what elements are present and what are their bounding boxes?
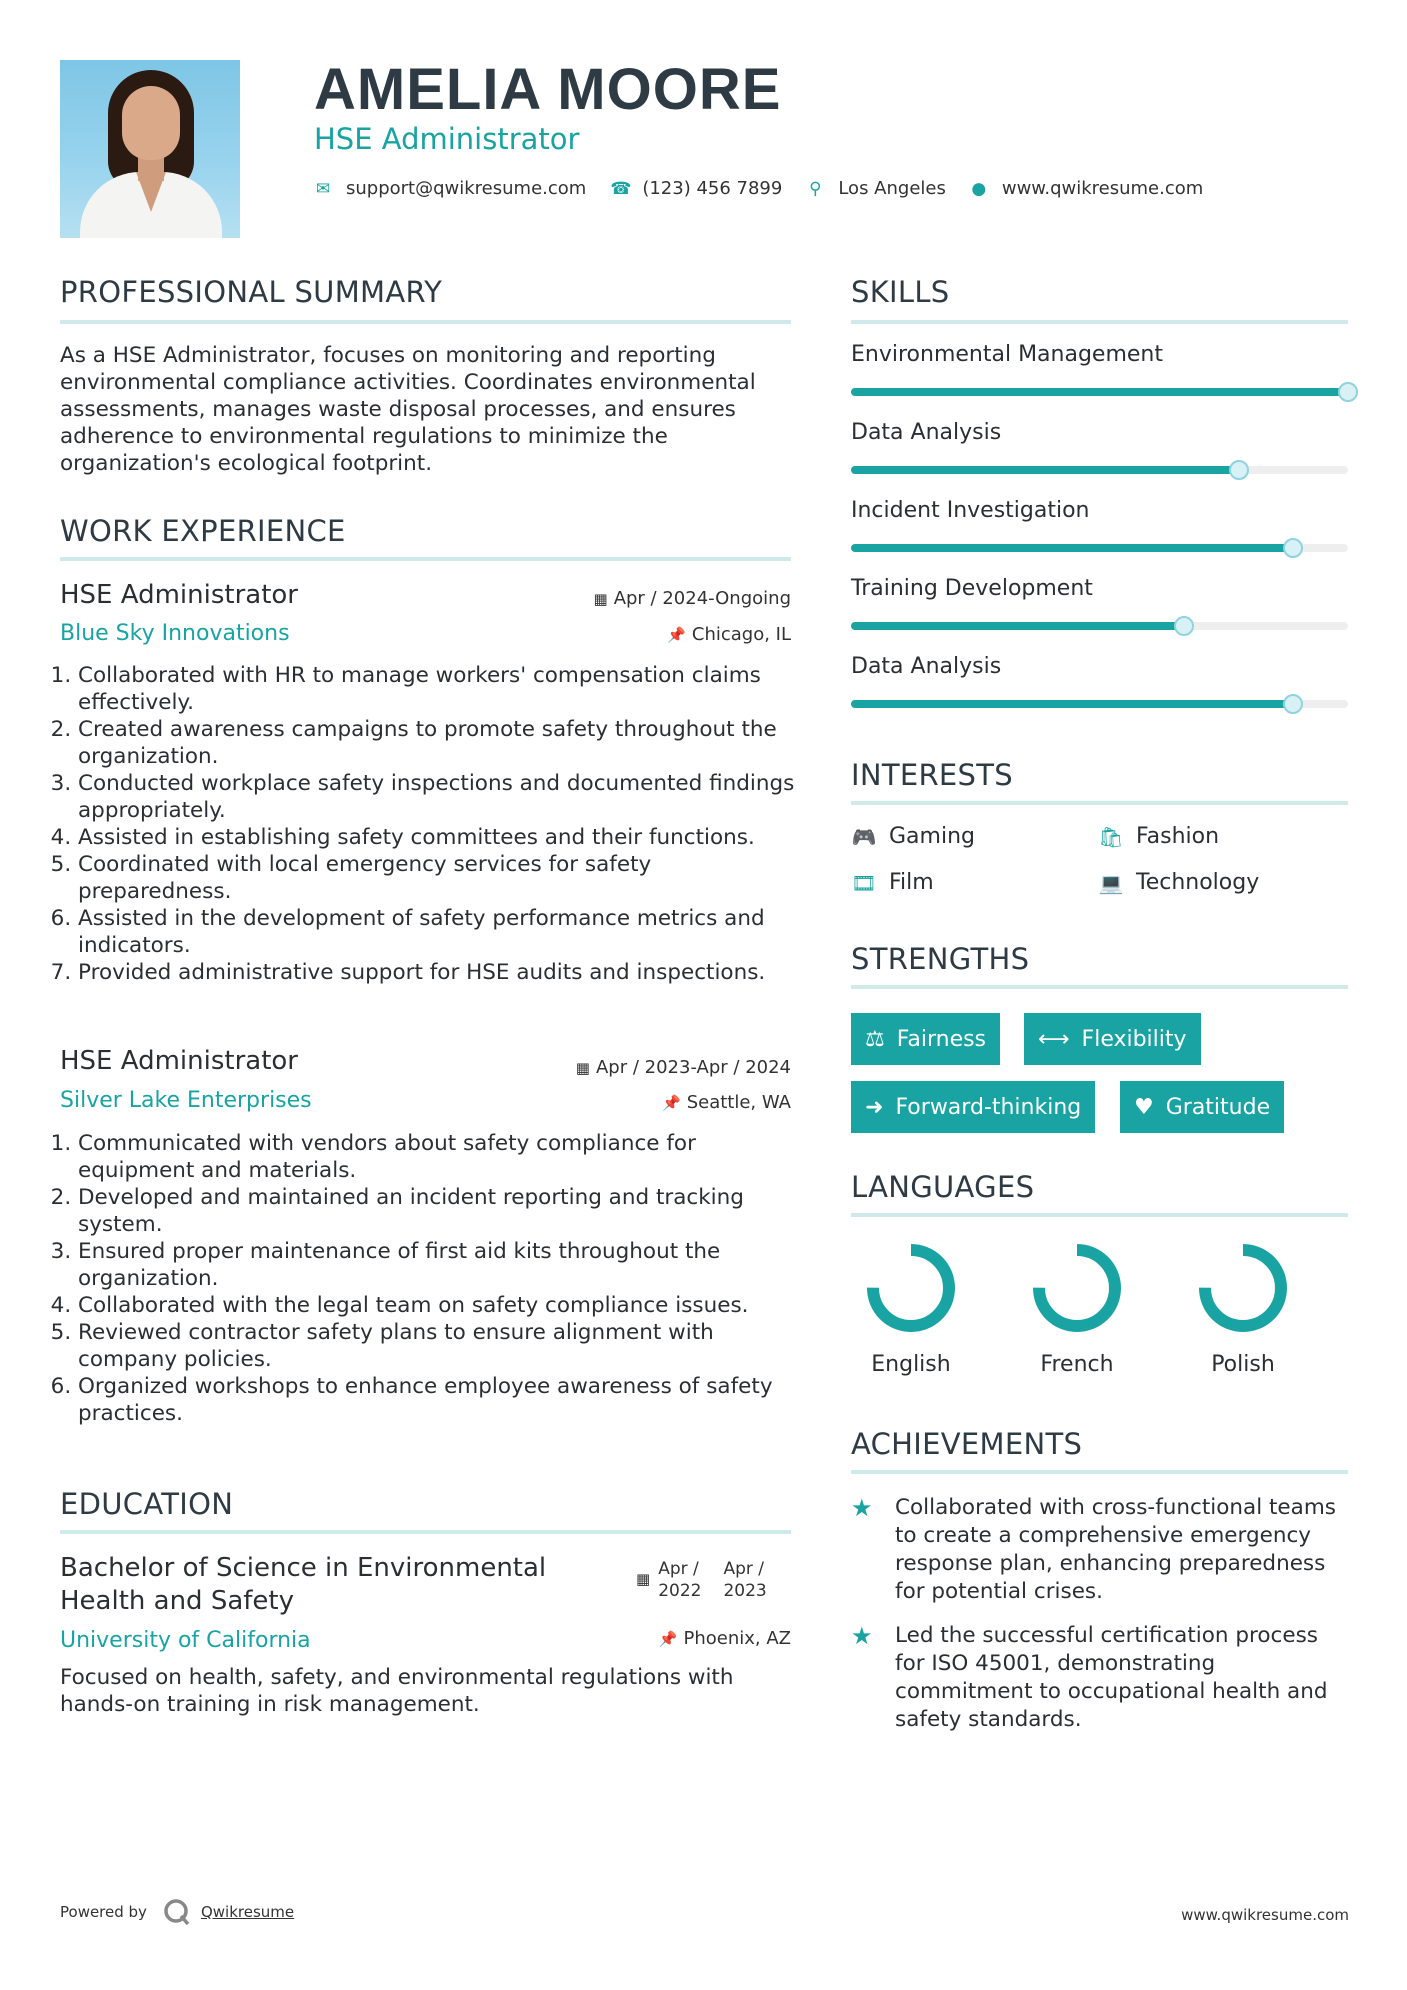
- job-duties: [60, 1130, 795, 1427]
- gamepad-icon: 🎮: [851, 824, 877, 849]
- language-ring: [863, 1240, 959, 1336]
- job-title: HSE Administrator: [60, 580, 298, 610]
- pushpin-icon: 📌: [667, 626, 686, 644]
- summary-text: As a HSE Administrator, focuses on monitoring and reporting environmental compliance activities. Coordinates environmental assessments, manages waste disposal processes, and ensures adherence to environmental regulations to minimize the organization's ecological footprint.: [60, 343, 756, 476]
- education-rule: [60, 1530, 791, 1534]
- pushpin-icon: 📌: [658, 1630, 678, 1648]
- qwikresume-logo-icon: [163, 1898, 191, 1926]
- list-item: 2. Created awareness campaigns to promote safety throughout the organization.: [78, 716, 795, 770]
- arrows-horizontal-icon: ⟷: [1038, 1026, 1070, 1052]
- strength-chip: ⚖ Fairness: [851, 1013, 1000, 1065]
- list-item: 3. Conducted workplace safety inspections and documented findings appropriately.: [78, 770, 795, 824]
- language-name: Polish: [1211, 1352, 1275, 1377]
- interest-item: 🎮 Gaming: [851, 824, 975, 849]
- achievements-heading: ACHIEVEMENTS: [851, 1427, 1083, 1461]
- footer-powered: Powered by Qwikresume: [60, 1898, 294, 1926]
- globe-icon: ●: [971, 178, 987, 199]
- interest-item: 💻 Technology: [1098, 870, 1260, 895]
- qwikresume-link[interactable]: Qwikresume: [200, 1903, 295, 1921]
- footer-website[interactable]: www.qwikresume.com: [1181, 1906, 1349, 1924]
- skill-bar-knob: [1174, 616, 1194, 636]
- calendar-icon: ▦: [593, 590, 608, 608]
- language-name: French: [1040, 1352, 1114, 1377]
- candidate-title: HSE Administrator: [314, 122, 580, 156]
- contact-bar: [314, 178, 1227, 199]
- language-item: [1188, 1240, 1298, 1377]
- envelope-icon: ✉: [315, 178, 331, 199]
- skill-bar: [851, 466, 1348, 474]
- strength-chip: ➜ Forward-thinking: [851, 1081, 1095, 1133]
- contact-email[interactable]: support@qwikresume.com: [346, 178, 587, 199]
- education-description: Focused on health, safety, and environmental regulations with hands-on training in risk management.: [60, 1665, 734, 1717]
- skill-bar: [851, 544, 1348, 552]
- summary-heading: PROFESSIONAL SUMMARY: [60, 275, 443, 309]
- pushpin-icon: 📌: [662, 1094, 681, 1112]
- job-location: 📌 Seattle, WA: [662, 1092, 791, 1113]
- interests-rule: [851, 801, 1348, 805]
- strengths-rule: [851, 985, 1348, 989]
- list-item: 5. Coordinated with local emergency services for safety preparedness.: [78, 851, 795, 905]
- achievement-item: ★ Led the successful certification process for ISO 45001, demonstrating commitment to occupational health and safety standards.: [851, 1622, 1328, 1732]
- education-location: 📌 Phoenix, AZ: [658, 1628, 791, 1649]
- skill-name: Incident Investigation: [851, 498, 1090, 523]
- languages-rule: [851, 1213, 1348, 1217]
- skill-name: Training Development: [851, 576, 1093, 601]
- skill-bar-knob: [1283, 694, 1303, 714]
- list-item: 5. Reviewed contractor safety plans to ensure alignment with company policies.: [78, 1319, 795, 1373]
- interest-item: 🎞 Film: [851, 870, 934, 895]
- languages-heading: LANGUAGES: [851, 1170, 1035, 1204]
- candidate-name: AMELIA MOORE: [314, 57, 782, 122]
- balance-scale-icon: ⚖: [865, 1026, 885, 1052]
- skill-bar-knob: [1229, 460, 1249, 480]
- contact-phone[interactable]: (123) 456 7899: [642, 178, 783, 199]
- job-dates: ▦ Apr / 2024-Ongoing: [593, 588, 791, 609]
- interest-item: 🛍 Fashion: [1098, 824, 1220, 849]
- shopping-bag-icon: 🛍: [1098, 824, 1124, 849]
- skill-bar: [851, 622, 1348, 630]
- star-icon: ★: [851, 1494, 873, 1522]
- phone-icon: ☎: [610, 178, 632, 199]
- experience-rule: [60, 557, 791, 561]
- job-location: 📌 Chicago, IL: [667, 624, 791, 645]
- list-item: 4. Collaborated with the legal team on safety compliance issues.: [78, 1292, 795, 1319]
- calendar-icon: ▦: [575, 1059, 590, 1077]
- skill-bar-fill: [851, 388, 1348, 396]
- heart-icon: ♥: [1134, 1094, 1154, 1120]
- list-item: 1. Communicated with vendors about safety compliance for equipment and materials.: [78, 1130, 795, 1184]
- skill-bar-fill: [851, 622, 1184, 630]
- language-item: [1022, 1240, 1132, 1377]
- education-school: University of California: [60, 1628, 311, 1653]
- education-dates: ▦ Apr / 2022 Apr / 2023: [636, 1559, 767, 1601]
- list-item: 7. Provided administrative support for HSE audits and inspections.: [78, 959, 795, 986]
- interests-heading: INTERESTS: [851, 758, 1013, 792]
- laptop-icon: 💻: [1098, 870, 1124, 895]
- skill-bar: [851, 388, 1348, 396]
- degree-title: Bachelor of Science in Environmental Health and Safety: [60, 1553, 547, 1616]
- list-item: 3. Ensured proper maintenance of first aid kits throughout the organization.: [78, 1238, 795, 1292]
- skill-bar-fill: [851, 466, 1239, 474]
- job-company: Blue Sky Innovations: [60, 621, 290, 646]
- map-pin-icon: ⚲: [809, 178, 822, 199]
- film-icon: 🎞: [851, 870, 877, 895]
- list-item: 1. Collaborated with HR to manage workers' compensation claims effectively.: [78, 662, 795, 716]
- list-item: 2. Developed and maintained an incident reporting and tracking system.: [78, 1184, 795, 1238]
- list-item: 4. Assisted in establishing safety committees and their functions.: [78, 824, 795, 851]
- list-item: 6. Assisted in the development of safety performance metrics and indicators.: [78, 905, 795, 959]
- education-heading: EDUCATION: [60, 1487, 234, 1521]
- contact-location: Los Angeles: [838, 178, 946, 199]
- job-title: HSE Administrator: [60, 1046, 298, 1076]
- language-ring: [1029, 1240, 1125, 1336]
- skill-name: Environmental Management: [851, 342, 1163, 367]
- calendar-icon: ▦: [636, 1570, 651, 1588]
- skill-bar-fill: [851, 544, 1293, 552]
- arrow-right-icon: ➜: [865, 1094, 884, 1120]
- skills-heading: SKILLS: [851, 275, 950, 309]
- job-duties: [60, 662, 795, 986]
- language-item: [856, 1240, 966, 1377]
- skill-name: Data Analysis: [851, 420, 1002, 445]
- skill-bar-fill: [851, 700, 1293, 708]
- summary-rule: [60, 320, 791, 324]
- skill-bar-knob: [1338, 382, 1358, 402]
- experience-heading: WORK EXPERIENCE: [60, 514, 346, 548]
- contact-website[interactable]: www.qwikresume.com: [1001, 178, 1204, 199]
- skills-rule: [851, 320, 1348, 324]
- skill-bar: [851, 700, 1348, 708]
- star-icon: ★: [851, 1622, 873, 1650]
- profile-photo: [60, 60, 240, 238]
- skill-bar-knob: [1283, 538, 1303, 558]
- list-item: 6. Organized workshops to enhance employee awareness of safety practices.: [78, 1373, 795, 1427]
- strength-chip: ⟷ Flexibility: [1024, 1013, 1201, 1065]
- job-dates: ▦ Apr / 2023-Apr / 2024: [575, 1057, 791, 1078]
- language-name: English: [871, 1352, 951, 1377]
- strength-chip: ♥ Gratitude: [1120, 1081, 1284, 1133]
- language-ring: [1195, 1240, 1291, 1336]
- achievement-item: ★ Collaborated with cross-functional teams to create a comprehensive emergency response plan, enhancing preparedness for potential crises.: [851, 1494, 1336, 1604]
- job-company: Silver Lake Enterprises: [60, 1088, 312, 1113]
- skill-name: Data Analysis: [851, 654, 1002, 679]
- strengths-heading: STRENGTHS: [851, 942, 1030, 976]
- achievements-rule: [851, 1470, 1348, 1474]
